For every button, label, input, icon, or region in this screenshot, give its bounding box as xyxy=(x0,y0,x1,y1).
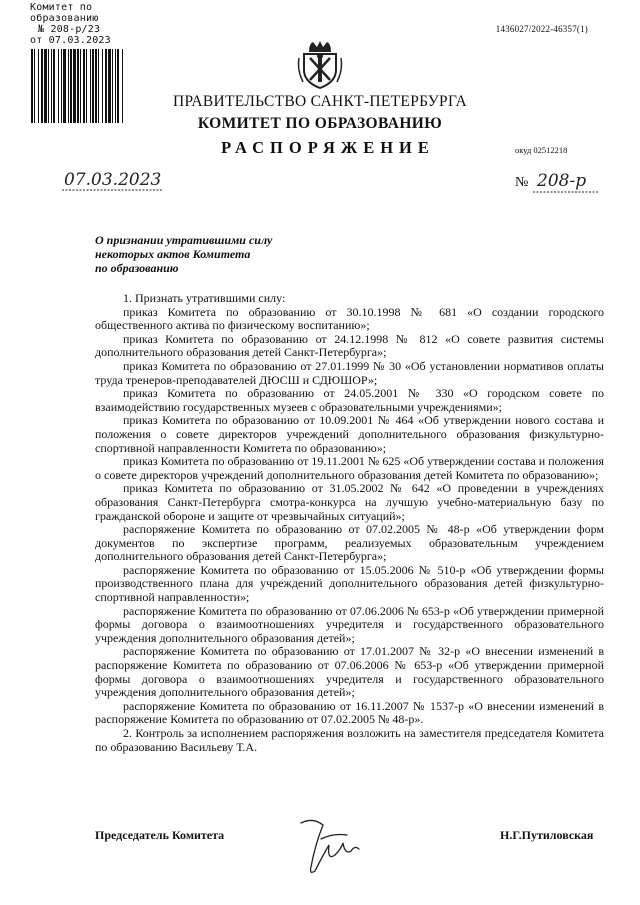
item-1: 1. Признать утратившими силу: xyxy=(123,291,286,305)
barcode-bar xyxy=(83,49,85,123)
subject-line: некоторых актов Комитета xyxy=(95,247,251,261)
handwritten-signature xyxy=(293,815,363,881)
signatory-title: Председатель Комитета xyxy=(95,828,225,842)
barcode-bar xyxy=(68,49,69,123)
act-entry: приказ Комитета по образованию от 24.05.2001 № 330 «О городском совете по взаимодействию государственных музеев с образовательными учреждениями»; xyxy=(95,386,604,414)
act-entry: распоряжение Комитета по образованию от 07.06.2006 № 653-р «Об утверждении примерной формы договора о взаимоотношениях учредителя и государственного образовательного учреждения дополнительного образования детей»; xyxy=(95,603,604,645)
svg-text:208-р: 208-р xyxy=(537,171,587,191)
subject-line: О признании утратившими силу xyxy=(95,233,273,247)
barcode-bar xyxy=(73,49,76,123)
act-entry: приказ Комитета по образованию от 10.09.2001 № 464 «Об утверждении нового состава и положения о совете директоров учреждений дополнительного образования физкультурно-спортивной направленности Комитета по образованию»; xyxy=(95,413,604,455)
barcode-bar xyxy=(108,49,111,123)
stamp-line-1: Комитет по образованию xyxy=(30,2,99,24)
reference-number: 1436027/2022-46357(1) xyxy=(495,24,588,34)
barcode-bar xyxy=(51,49,52,123)
handwritten-date xyxy=(62,166,170,192)
city-emblem-icon xyxy=(297,38,343,90)
act-entry: распоряжение Комитета по образованию от 16.11.2007 № 1537-р «О внесении изменений в распоряжение Комитета по образованию от 07.02.2005 № 48-р». xyxy=(95,698,604,727)
barcode-bar xyxy=(95,49,97,123)
barcode-bar xyxy=(112,49,113,123)
barcode-bar xyxy=(117,49,119,123)
barcode xyxy=(30,49,126,123)
act-entry: распоряжение Комитета по образованию от 15.05.2006 № 510-р «Об утверждении формы производственного плана для учреждений дополнительного образования детей физкультурно-спортивной направленности»; xyxy=(95,562,604,605)
svg-text:07.03.2023: 07.03.2023 xyxy=(64,170,162,190)
barcode-bar xyxy=(63,49,66,123)
barcode-bar xyxy=(122,49,123,123)
barcode-bar xyxy=(61,49,62,123)
committee-heading: КОМИТЕТ ПО ОБРАЗОВАНИЮ xyxy=(197,115,443,132)
act-entry: приказ Комитета по образованию от 24.12.1998 № 812 «О совете развития системы дополнительного образования детей Санкт-Петербурга»; xyxy=(95,331,604,360)
act-entry: приказ Комитета по образованию от 31.05.2002 № 642 «О проведении в учреждениях образования Санкт-Петербурга смотра-конкурса на лучшую учебно-материальную базу по гражданской обороне и защите от чрезвычайных ситуаций»; xyxy=(95,481,604,523)
barcode-bar xyxy=(34,49,35,123)
stamp-date: от 07.03.2023 xyxy=(30,35,111,46)
barcode-bar xyxy=(70,49,72,123)
barcode-bar xyxy=(115,49,116,123)
act-entry: приказ Комитета по образованию от 30.10.1998 № 681 «О создании городского общественного актива по физическому воспитанию»; xyxy=(95,304,604,333)
barcode-bar xyxy=(31,49,33,123)
barcode-bar xyxy=(92,49,94,123)
subject-line: по образованию xyxy=(95,261,179,275)
number-label: № xyxy=(515,175,529,190)
barcode-bar xyxy=(38,49,39,123)
act-entry: распоряжение Комитета по образованию от 07.02.2005 № 48-р «Об утверждении форм документов по экспертизе программ, реализуемых образовательным учреждением дополнительного образования детей Санкт-Петербурга»; xyxy=(95,522,604,564)
barcode-bar xyxy=(86,49,87,123)
barcode-bar xyxy=(48,49,49,123)
barcode-bar xyxy=(80,49,81,123)
okud-code: окуд 02512218 xyxy=(515,145,568,155)
document-subject xyxy=(95,233,272,275)
barcode-bar xyxy=(102,49,103,123)
act-entry: распоряжение Комитета по образованию от 17.01.2007 № 32-р «О внесении изменений в распоряжение Комитета по образованию от 07.06.2006 № 653-р «Об утверждении примерной формы договора о взаимоотношениях учредителя и государственного образовательного учреждения дополнительного образования детей»; xyxy=(95,644,604,700)
document-body xyxy=(95,292,604,754)
barcode-bar xyxy=(44,49,47,123)
handwritten-number xyxy=(533,166,603,198)
signatory-name: Н.Г.Путиловская xyxy=(500,828,594,842)
barcode-bar xyxy=(41,49,43,123)
barcode-bar xyxy=(77,49,79,123)
stamp-number: № 208-р/23 xyxy=(38,24,101,35)
document-type-heading: РАСПОРЯЖЕНИЕ xyxy=(221,138,435,157)
government-heading: ПРАВИТЕЛЬСТВО САНКТ-ПЕТЕРБУРГА xyxy=(172,93,468,110)
barcode-bar xyxy=(53,49,55,123)
barcode-bar xyxy=(90,49,91,123)
barcode-bar xyxy=(105,49,107,123)
act-entry: приказ Комитета по образованию от 27.01.1999 № 30 «Об установлении нормативов оплаты труда тренеров-преподавателей ДЮСШ и СДЮШОР»; xyxy=(95,358,604,387)
act-entry: приказ Комитета по образованию от 19.11.2001 № 625 «Об утверждении состава и положения о совете директоров учреждений дополнительного образования детей Комитета по образованию»; xyxy=(95,454,604,482)
barcode-bar xyxy=(98,49,99,123)
item-2: 2. Контроль за исполнением распоряжения возложить на заместителя председателя Комитета по образованию Васильеву Т.А. xyxy=(95,726,604,754)
barcode-bar xyxy=(58,49,59,123)
